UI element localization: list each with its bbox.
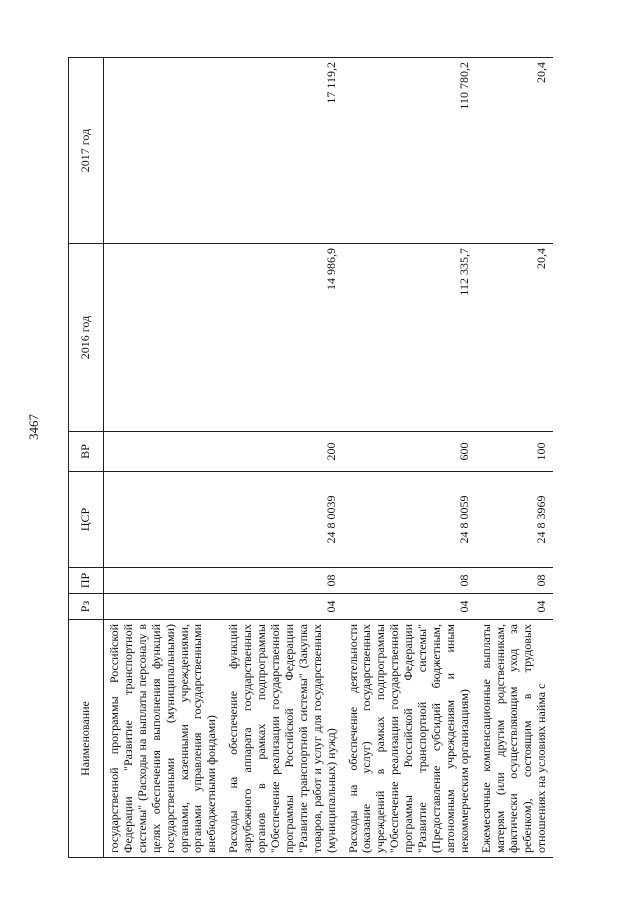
row-name: Ежемесячные компенсационные выплаты матерям (или другим родственникам, фактически осуществляющим уход за ребенком), состоящим в трудовых отношениях на условиях найма с xyxy=(476,620,554,858)
row-2017: 110 780,2 xyxy=(343,58,476,244)
row-2017 xyxy=(104,58,224,244)
row-rz: 04 xyxy=(476,594,554,620)
header-vr: ВР xyxy=(69,432,104,472)
row-csr: 24 8 3969 xyxy=(476,472,554,568)
row-rz xyxy=(104,594,224,620)
table-row xyxy=(343,58,476,858)
row-pr: 08 xyxy=(223,568,342,594)
table-row xyxy=(476,58,554,858)
page-number: 3467 xyxy=(26,414,41,440)
row-pr xyxy=(104,568,224,594)
row-vr: 200 xyxy=(223,432,342,472)
row-2017: 20,4 xyxy=(476,58,554,244)
row-csr: 24 8 0039 xyxy=(223,472,342,568)
table-row xyxy=(223,58,342,858)
row-pr: 08 xyxy=(476,568,554,594)
row-vr: 600 xyxy=(343,432,476,472)
header-2016: 2016 год xyxy=(69,244,104,432)
row-2016: 14 986,9 xyxy=(223,244,342,432)
row-rz: 04 xyxy=(343,594,476,620)
row-csr xyxy=(104,472,224,568)
row-2016: 20,4 xyxy=(476,244,554,432)
table-row xyxy=(104,58,224,858)
row-2017: 17 119,2 xyxy=(223,58,342,244)
header-name: Наименование xyxy=(69,620,104,858)
row-vr xyxy=(104,432,224,472)
row-name: Расходы на обеспечение деятельности (оказание услуг) государственных учреждений в рамках подпрограммы "Обеспечение реализации государственной программы Российской Федерации "Развитие транспортной системы" (Предоставление субсидий бюджетным, автономным учреждениям и иным некоммерческим организациям) xyxy=(343,620,476,858)
budget-table xyxy=(68,57,553,858)
row-name: государственной программы Российской Федерации "Развитие транспортной системы" (Расходы на выплаты персоналу в целях обеспечения выполнения функций государственными (муниципальными) органами, казенными учреждениями, органами управления государственными внебюджетными фондами) xyxy=(104,620,224,858)
row-2016 xyxy=(104,244,224,432)
row-2016: 112 335,7 xyxy=(343,244,476,432)
header-csr: ЦСР xyxy=(69,472,104,568)
budget-table-sheet xyxy=(68,58,576,858)
row-rz: 04 xyxy=(223,594,342,620)
row-name: Расходы на обеспечение функций зарубежного аппарата государственных органов в рамках подпрограммы "Обеспечение реализации государственной программы Российской Федерации "Развитие транспортной системы" (Закупка товаров, работ и услуг для государственных (муниципальных) нужд) xyxy=(223,620,342,858)
header-pr: ПР xyxy=(69,568,104,594)
row-pr: 08 xyxy=(343,568,476,594)
table-header-row xyxy=(69,58,104,858)
header-2017: 2017 год xyxy=(69,58,104,244)
row-vr: 100 xyxy=(476,432,554,472)
row-csr: 24 8 0059 xyxy=(343,472,476,568)
header-rz: Рз xyxy=(69,594,104,620)
